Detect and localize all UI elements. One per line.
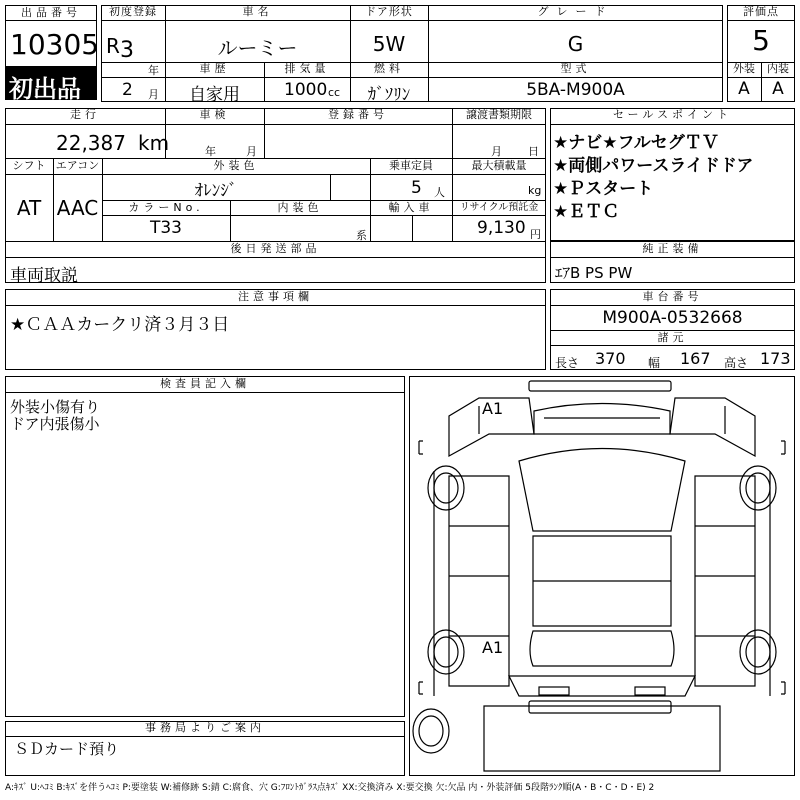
color-no: T33 bbox=[149, 218, 183, 238]
later-parts-header: 後日発送部品 bbox=[230, 242, 321, 255]
grade-header: グレード bbox=[537, 5, 614, 18]
shift-header: シフト bbox=[12, 159, 46, 172]
seats-header: 乗車定員 bbox=[389, 159, 433, 172]
exterior-grade: A bbox=[738, 79, 750, 99]
later-parts: 車両取説 bbox=[10, 266, 78, 286]
office-header: 事務局よりご案内 bbox=[145, 721, 265, 734]
inspector-note-2: ドア内張傷小 bbox=[10, 415, 100, 433]
legend: A:ｷｽﾞ U:ﾍｺﾐ B:ｷｽﾞを伴うﾍｺﾐ P:要塗装 W:補修跡 S:錆 C:腐食、穴 G:ﾌﾛﾝﾄｶﾞﾗｽ点ｷｽﾞ XX:交換済み X:要交換 欠:欠品 内・外装評価 5段階ﾗﾝｸ順(A・B・C・D・E) 2 bbox=[5, 783, 655, 793]
transfer-month-unit: 月 bbox=[491, 145, 502, 158]
score: 5 bbox=[752, 24, 770, 57]
car-name-header: 車名 bbox=[242, 5, 273, 18]
year-unit: 年 bbox=[148, 64, 159, 77]
model: 5BA-M900A bbox=[526, 80, 625, 100]
sales-point-1: ★ナビ★フルセグＴＶ bbox=[553, 133, 719, 153]
chassis-no: M900A-0532668 bbox=[602, 308, 743, 328]
genuine: ｴｱB PS PW bbox=[555, 264, 633, 282]
sales-point-2: ★両側パワースライドドア bbox=[553, 156, 754, 176]
int-color-header: 内装色 bbox=[277, 201, 323, 214]
seats: 5 bbox=[411, 178, 422, 198]
notes-header: 注意事項欄 bbox=[238, 290, 313, 303]
history: 自家用 bbox=[189, 85, 240, 105]
displacement-unit: cc bbox=[328, 86, 341, 99]
exterior-header: 外装 bbox=[733, 62, 755, 75]
fuel-header: 燃料 bbox=[374, 62, 404, 75]
first-listing-label: 初出品 bbox=[9, 75, 81, 103]
interior-header: 内装 bbox=[767, 62, 789, 75]
fuel: ｶﾞｿﾘﾝ bbox=[367, 85, 411, 105]
int-color-suffix: 系 bbox=[356, 229, 367, 242]
load-unit: kg bbox=[528, 184, 542, 197]
displacement-header: 排気量 bbox=[284, 62, 330, 75]
inspector-header: 検査員記入欄 bbox=[160, 377, 250, 390]
max-load-header: 最大積載量 bbox=[471, 159, 527, 172]
door-header: ドア形状 bbox=[365, 5, 413, 18]
sales-point-4: ★ＥＴＣ bbox=[553, 202, 620, 222]
seats-unit: 人 bbox=[434, 186, 445, 199]
length: 370 bbox=[595, 349, 626, 368]
mileage-unit: km bbox=[138, 131, 170, 155]
office-note: ＳＤカード預り bbox=[14, 740, 120, 758]
history-header: 車歴 bbox=[199, 62, 230, 75]
aircon: AAC bbox=[56, 196, 99, 220]
displacement: 1000 bbox=[284, 80, 328, 100]
inspection-header: 車検 bbox=[199, 108, 230, 121]
sales-point-3: ★Ｐスタート bbox=[553, 179, 654, 199]
reg-no-header: 登録番号 bbox=[328, 108, 388, 121]
first-reg-header: 初度登録 bbox=[109, 5, 157, 18]
ext-color: ｵﾚﾝｼﾞ bbox=[194, 181, 238, 201]
score-header: 評価点 bbox=[743, 5, 779, 18]
door-type: 5W bbox=[372, 32, 406, 56]
height: 173 bbox=[760, 349, 791, 368]
transfer-day-unit: 日 bbox=[528, 145, 539, 158]
inspector-note-1: 外装小傷有り bbox=[10, 398, 101, 416]
month-unit: 月 bbox=[148, 88, 159, 101]
chassis-header: 車台番号 bbox=[642, 290, 703, 303]
era: R bbox=[106, 34, 120, 58]
genuine-header: 純正装備 bbox=[642, 242, 703, 255]
grade: G bbox=[567, 32, 584, 56]
notes: ★ＣＡＡカークリ済３月３日 bbox=[10, 315, 230, 335]
damage-mark-rear: A1 bbox=[482, 638, 504, 657]
specs-header: 諸元 bbox=[657, 331, 688, 344]
ext-color-header: 外装色 bbox=[213, 159, 259, 172]
model-header: 型式 bbox=[560, 62, 591, 75]
car-name: ルーミー bbox=[217, 36, 298, 60]
recycle-unit: 円 bbox=[530, 228, 541, 241]
interior-grade: A bbox=[772, 79, 784, 99]
lot-number: 10305 bbox=[10, 28, 100, 61]
color-no-header: カラーNo. bbox=[128, 201, 204, 214]
width: 167 bbox=[680, 349, 711, 368]
recycle-fee: 9,130 bbox=[477, 218, 526, 238]
damage-mark-front: A1 bbox=[482, 399, 504, 418]
mileage-header: 走行 bbox=[70, 108, 100, 121]
lot-number-header: 出品番号 bbox=[6, 6, 96, 21]
year: 3 bbox=[120, 38, 134, 63]
recycle-header: リサイクル預託金 bbox=[459, 202, 539, 213]
height-label: 高さ bbox=[724, 356, 749, 370]
month: 2 bbox=[122, 80, 133, 100]
inspection-month-unit: 月 bbox=[246, 145, 257, 158]
shift: AT bbox=[16, 196, 42, 220]
car-body-diagram bbox=[409, 376, 795, 776]
sales-points-header: セールスポイント bbox=[612, 108, 732, 121]
length-label: 長さ bbox=[555, 356, 580, 370]
import-header: 輸入車 bbox=[388, 201, 434, 214]
transfer-header: 譲渡書類期限 bbox=[466, 108, 532, 121]
width-label: 幅 bbox=[648, 356, 661, 370]
mileage: 22,387 bbox=[56, 131, 126, 155]
aircon-header: エアコン bbox=[55, 159, 100, 172]
inspection-year-unit: 年 bbox=[205, 145, 216, 158]
